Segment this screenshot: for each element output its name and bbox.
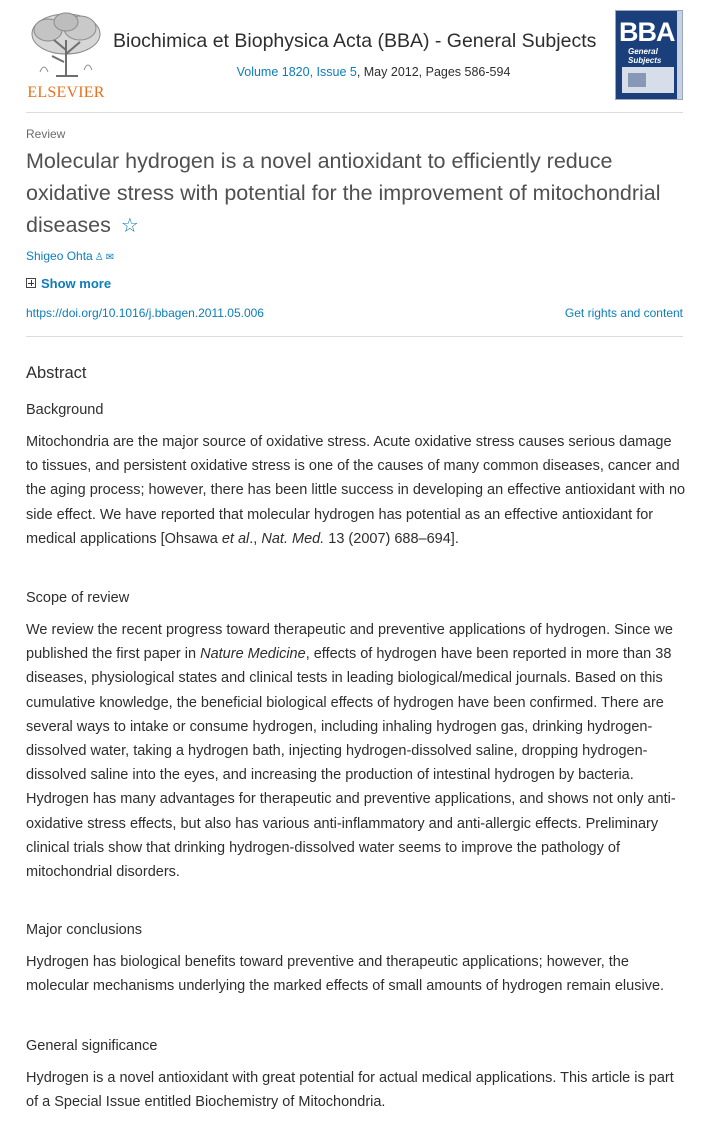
- cover-subtitle-1: General: [628, 47, 658, 56]
- header-divider: [26, 112, 683, 113]
- background-heading: Background: [26, 402, 104, 418]
- article-type-label: Review: [26, 127, 66, 141]
- background-et-al: et al: [221, 530, 250, 547]
- star-icon[interactable]: ☆: [120, 215, 139, 237]
- author-name[interactable]: Shigeo Ohta: [26, 249, 93, 263]
- issue-date-pages: , May 2012, Pages 586-594: [356, 65, 511, 79]
- show-more-label: Show more: [41, 276, 112, 291]
- scope-journal: Nature Medicine: [200, 646, 306, 663]
- cover-subtitle-2: Subjects: [628, 56, 662, 65]
- meta-divider: [26, 336, 683, 337]
- significance-paragraph: Hydrogen is a novel antioxidant with great potential for actual medical applications. This article is part of a Special Issue entitled Biochemistry of Mitochondria.: [26, 1070, 674, 1111]
- person-icon: ♙: [94, 252, 104, 263]
- background-text-3: 13 (2007) 688–694].: [324, 530, 459, 547]
- background-text-2: .,: [249, 530, 262, 547]
- cover-title: BBA: [619, 17, 675, 47]
- author-link[interactable]: [26, 249, 114, 263]
- volume-issue-link[interactable]: Volume 1820, Issue 5: [236, 65, 357, 79]
- scope-heading: Scope of review: [26, 590, 130, 606]
- get-rights-link[interactable]: Get rights and content: [564, 306, 683, 320]
- conclusions-paragraph: Hydrogen has biological benefits toward preventive and therapeutic applications; however, the molecular mechanisms underlying the marked effects of small amounts of hydrogen remain elusive.: [26, 954, 665, 995]
- abstract-heading: Abstract: [26, 364, 87, 382]
- background-paragraph: [26, 430, 686, 551]
- scope-text-1: We review the recent progress toward therapeutic and preventive applications of hydrogen. Since we published the first paper in: [26, 622, 673, 663]
- journal-header: [26, 10, 683, 110]
- background-journal: Nat. Med.: [261, 530, 325, 547]
- show-more-button[interactable]: [26, 276, 111, 291]
- scope-text-2: , effects of hydrogen have been reported in more than 38 diseases, physiological states and clinical tests in leading biological/medical journals. Based on this cumulative knowledge, the beneficial biological effects of hydrogen have been confirmed. There are several ways to intake or consume hydrogen, including inhaling hydrogen gas, drinking hydrogen-dissolved water, taking a hydrogen bath, injecting hydrogen-dissolved saline, dropping hydrogen-dissolved saline into the eyes, and increasing the production of intestinal hydrogen by bacteria. Hydrogen has many advantages for therapeutic and preventive applications, and shows not only anti-oxidative stress effects, but also has various anti-inflammatory and anti-allergic effects. Preliminary clinical trials show that drinking hydrogen-dissolved water seems to improve the pathology of mitochondrial disorders.: [26, 646, 676, 881]
- significance-heading: General significance: [26, 1038, 158, 1054]
- article-title-text: Molecular hydrogen is a novel antioxidant to efficiently reduce oxidative stress with potential for the improvement of mitochondrial diseases: [26, 149, 661, 237]
- journal-issue-info: [26, 65, 705, 79]
- doi-link[interactable]: https://doi.org/10.1016/j.bbagen.2011.05.006: [26, 306, 264, 320]
- cover-subtitle: [628, 47, 661, 65]
- expand-plus-icon: [26, 278, 36, 288]
- cover-stripe: [677, 11, 682, 99]
- conclusions-heading: Major conclusions: [26, 922, 143, 938]
- email-icon[interactable]: ✉: [105, 252, 115, 263]
- elsevier-logo[interactable]: [26, 10, 106, 102]
- cover-illustration: [622, 67, 674, 93]
- journal-cover-image[interactable]: [615, 10, 683, 100]
- article-title: [26, 145, 676, 242]
- scope-paragraph: [26, 618, 686, 884]
- journal-title-link[interactable]: Biochimica et Biophysica Acta (BBA) - General Subjects: [113, 30, 597, 52]
- publisher-name: ELSEVIER: [27, 84, 105, 101]
- background-text-1: Mitochondria are the major source of oxidative stress. Acute oxidative stress causes serious damage to tissues, and persistent oxidative stress is one of the causes of many common diseases, cancer and the aging process; however, there has been little success in developing an effective antioxidant with no side effect. We have reported that molecular hydrogen has potential as an effective antioxidant for medical applications [Ohsawa: [26, 434, 686, 547]
